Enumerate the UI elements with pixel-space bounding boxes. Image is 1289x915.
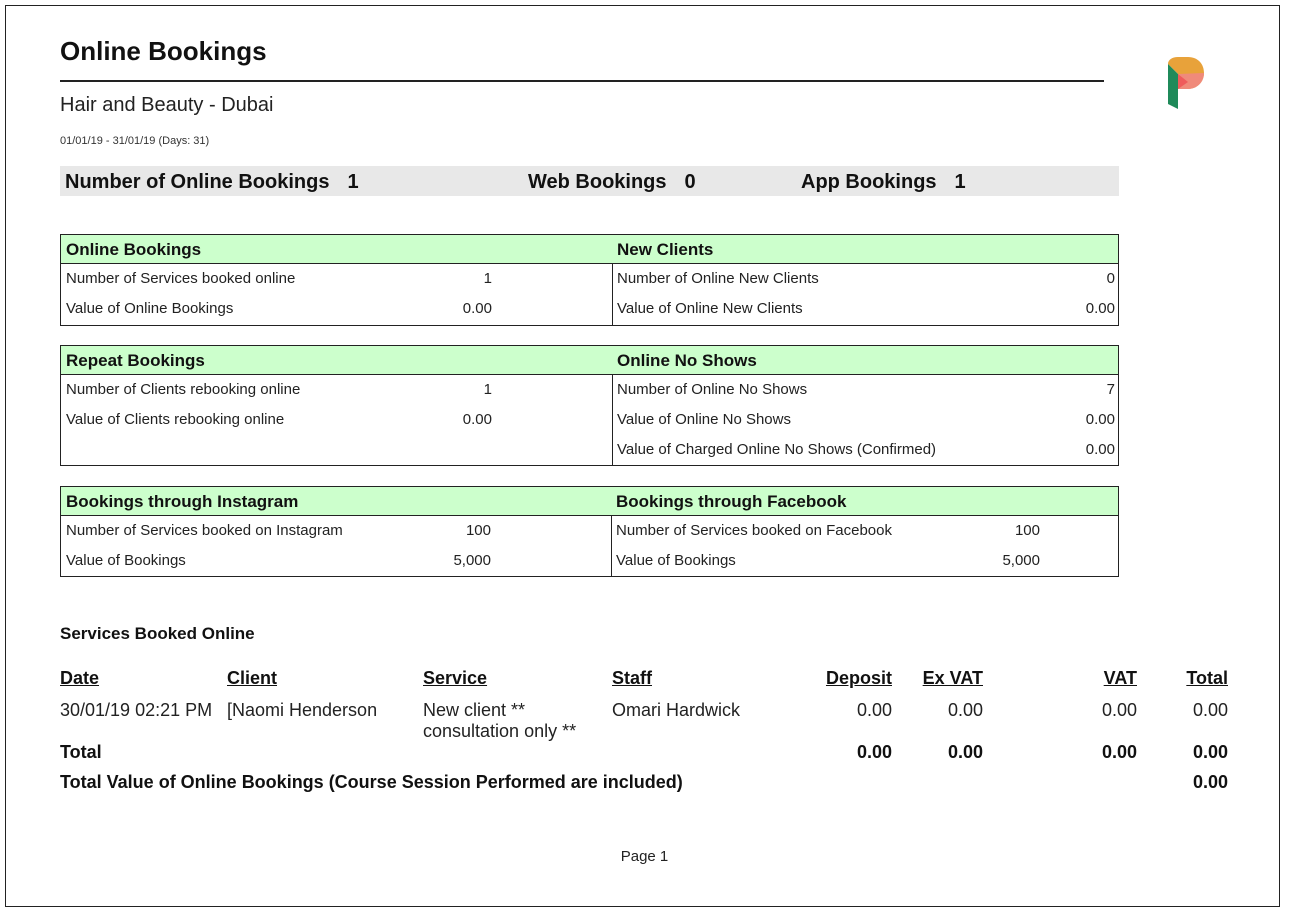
row-label: Number of Services booked on Instagram [66,522,343,539]
app-bookings-summary [801,171,966,194]
row-label: Number of Services booked on Facebook [616,522,892,539]
row-total: 0.00 [1192,700,1228,720]
panel-header: Bookings through Instagram [61,487,611,516]
title-divider [60,80,1104,82]
instagram-panel [61,487,612,576]
row-deposit: 0.00 [856,700,892,720]
panel-row [61,405,612,435]
col-header-total: Total [1186,668,1228,688]
row-label: Number of Clients rebooking online [66,381,301,398]
row-value: 0.00 [1085,300,1115,317]
col-header-client: Client [227,668,278,688]
row-value: 1 [483,381,492,398]
panel-row [61,294,612,324]
facebook-panel [611,487,1118,576]
col-header-staff: Staff [612,668,652,688]
online-newclients-box [60,234,1119,326]
row-value: 100 [1014,522,1040,539]
row-label: Number of Online New Clients [617,270,819,287]
totals-vat: 0.00 [1101,742,1137,762]
page-number: Page 1 [620,848,669,865]
grand-total-value: 0.00 [1192,772,1228,792]
totals-total: 0.00 [1192,742,1228,762]
row-value: 1 [483,270,492,287]
online-bookings-panel [61,235,613,325]
row-value: 7 [1106,381,1115,398]
services-section-title: Services Booked Online [60,624,255,643]
row-value: 0.00 [1085,411,1115,428]
totals-deposit: 0.00 [856,742,892,762]
app-bookings-value: 1 [954,171,966,193]
row-value: 0.00 [462,300,492,317]
row-client: [Naomi Henderson [227,700,378,720]
row-value: 0 [1106,270,1115,287]
row-date: 30/01/19 02:21 PM [60,700,213,720]
online-bookings-value: 1 [347,171,359,193]
row-ex-vat: 0.00 [947,700,983,720]
panel-header: Online Bookings [61,235,612,264]
row-value: 5,000 [1002,552,1040,569]
col-header-ex-vat: Ex VAT [922,668,983,688]
row-staff: Omari Hardwick [612,700,741,720]
web-bookings-value: 0 [684,171,696,193]
row-value: 100 [465,522,491,539]
row-label: Value of Online New Clients [617,300,803,317]
panel-header: Repeat Bookings [61,346,612,375]
panel-row [61,546,611,576]
grand-total-label: Total Value of Online Bookings (Course Session Performed are included) [60,772,683,792]
social-bookings-box [60,486,1119,577]
col-header-deposit: Deposit [825,668,892,688]
row-label: Value of Bookings [616,552,736,569]
new-clients-panel [612,235,1118,325]
online-bookings-label: Number of Online Bookings [65,171,330,193]
row-label: Value of Online No Shows [617,411,791,428]
web-bookings-label: Web Bookings [528,171,667,193]
panel-row [612,294,1118,324]
panel-row [61,264,612,294]
row-service [423,700,576,742]
totals-ex-vat: 0.00 [947,742,983,762]
row-service-line1: New client ** [423,700,526,720]
row-label: Value of Clients rebooking online [66,411,285,428]
row-label: Value of Charged Online No Shows (Confirmed) [617,441,937,458]
panel-row [61,375,612,405]
repeat-noshows-box [60,345,1119,466]
panel-row [612,375,1118,405]
web-bookings-summary [528,171,696,194]
totals-label: Total [60,742,102,762]
panel-header: Bookings through Facebook [611,487,1118,516]
panel-row [611,516,1118,546]
row-label: Number of Services booked online [66,270,296,287]
panel-header: New Clients [612,235,1118,264]
row-label: Value of Bookings [66,552,186,569]
panel-row [612,405,1118,435]
panel-header: Online No Shows [612,346,1118,375]
panel-row [61,516,611,546]
brand-logo-icon [1166,56,1206,112]
panel-row [612,435,1118,465]
location-subtitle: Hair and Beauty - Dubai [60,94,274,116]
col-header-vat: VAT [1103,668,1137,688]
panel-row [612,264,1118,294]
online-bookings-summary [65,171,359,194]
summary-bar [60,166,1119,196]
page-title: Online Bookings [60,36,267,66]
col-header-date: Date [60,668,100,688]
row-value: 5,000 [453,552,491,569]
col-header-service: Service [423,668,488,688]
no-shows-panel [612,346,1118,465]
row-label: Value of Online Bookings [66,300,234,317]
row-value: 0.00 [462,411,492,428]
row-vat: 0.00 [1101,700,1137,720]
row-label: Number of Online No Shows [617,381,808,398]
app-bookings-label: App Bookings [801,171,937,193]
repeat-bookings-panel [61,346,613,465]
panel-row [611,546,1118,576]
date-range: 01/01/19 - 31/01/19 (Days: 31) [60,135,210,147]
row-value: 0.00 [1085,441,1115,458]
row-service-line2: consultation only ** [423,721,577,741]
